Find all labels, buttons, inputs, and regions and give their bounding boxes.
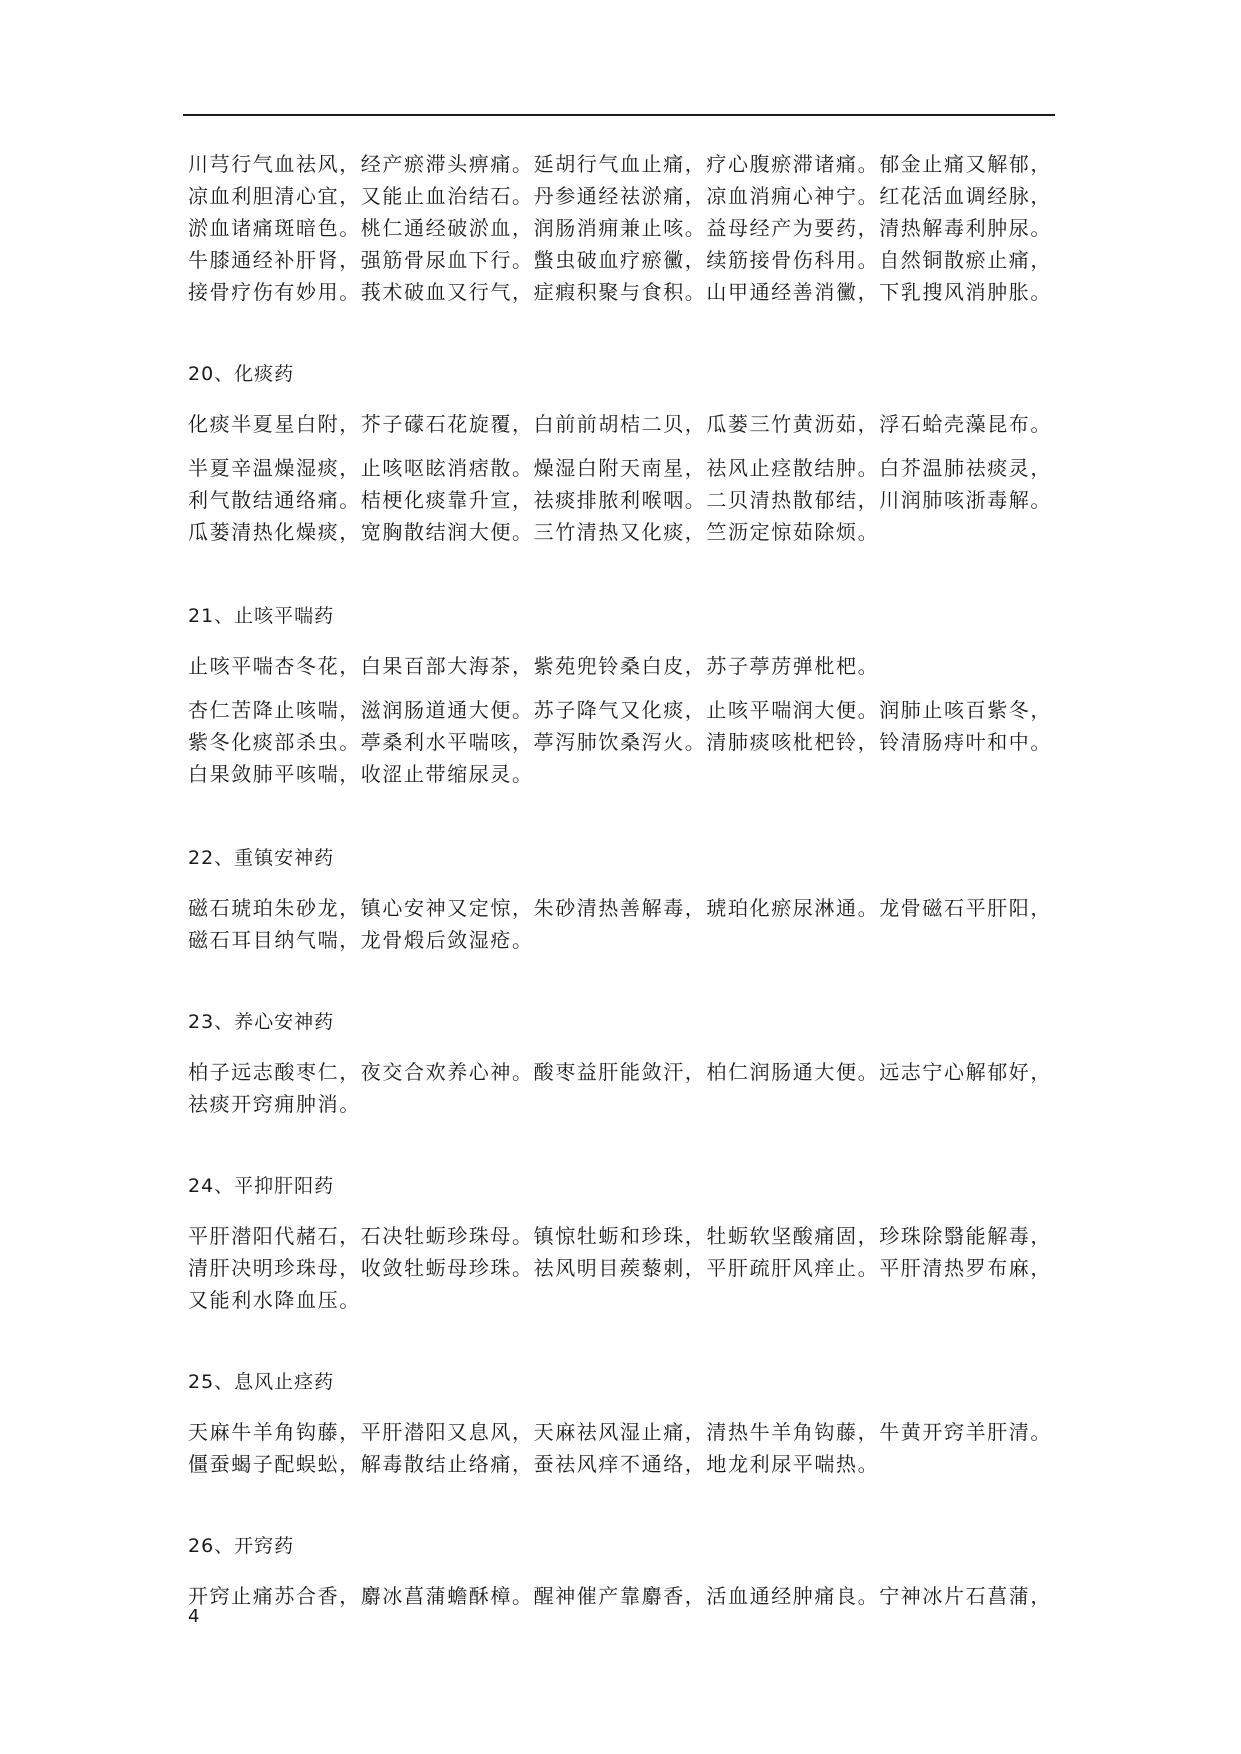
section-summary xyxy=(188,1220,1060,1316)
section-heading: 22、重镇安神药 xyxy=(188,847,335,869)
section-detail xyxy=(188,452,1060,548)
page-number: 4 xyxy=(188,1606,200,1627)
section-heading: 26、开窍药 xyxy=(188,1535,295,1557)
text-line: 半夏辛温燥湿痰，止咳呕眩消痞散。燥湿白附天南星，祛风止痉散结肿。白芥温肺祛痰灵， xyxy=(188,456,1052,480)
text-line: 柏子远志酸枣仁，夜交合欢养心神。酸枣益肝能敛汗，柏仁润肠通大便。远志宁心解郁好， xyxy=(188,1060,1052,1084)
section-21 xyxy=(188,600,1060,790)
text-line: 接骨疗伤有妙用。莪术破血又行气，症瘕积聚与食积。山甲通经善消黴，下乳搜风消肿胀。 xyxy=(188,280,1052,304)
section-summary xyxy=(188,892,1060,956)
section-heading: 23、养心安神药 xyxy=(188,1011,335,1033)
section-summary xyxy=(188,650,1060,682)
text-line: 清肝决明珍珠母，收敛牡蛎母珍珠。祛风明目蒺藜刺，平肝疏肝风痒止。平肝清热罗布麻， xyxy=(188,1256,1052,1280)
section-summary xyxy=(188,1416,1060,1480)
section-detail xyxy=(188,694,1060,790)
paragraph-19-tail xyxy=(188,148,1060,308)
text-line: 天麻牛羊角钩藤，平肝潜阳又息风，天麻祛风湿止痛，清热牛羊角钩藤，牛黄开窍羊肝清。 xyxy=(188,1420,1052,1444)
text-line: 止咳平喘杏冬花，白果百部大海茶，紫苑兜铃桑白皮，苏子葶苈弹枇杷。 xyxy=(188,654,880,678)
section-22 xyxy=(188,842,1060,956)
text-line: 化痰半夏星白附，芥子礞石花旋覆，白前前胡桔二贝，瓜蒌三竹黄沥茹，浮石蛤壳藻昆布。 xyxy=(188,412,1052,436)
text-line: 磁石琥珀朱砂龙，镇心安神又定惊，朱砂清热善解毒，琥珀化瘀尿淋通。龙骨磁石平肝阳， xyxy=(188,896,1052,920)
text-line: 淤血诸痛斑暗色。桃仁通经破淤血，润肠消痈兼止咳。益母经产为要药，清热解毒利肿尿。 xyxy=(188,216,1052,240)
text-line: 紫冬化痰部杀虫。葶桑利水平喘咳，葶泻肺饮桑泻火。清肺痰咳枇杷铃，铃清肠痔叶和中。 xyxy=(188,730,1052,754)
section-heading: 24、平抑肝阳药 xyxy=(188,1175,335,1197)
text-line: 白果敛肺平咳喘，收涩止带缩尿灵。 xyxy=(188,762,534,786)
text-line: 杏仁苦降止咳喘，滋润肠道通大便。苏子降气又化痰，止咳平喘润大便。润肺止咳百紫冬， xyxy=(188,698,1052,722)
text-line: 平肝潜阳代赭石，石决牡蛎珍珠母。镇惊牡蛎和珍珠，牡蛎软坚酸痛固，珍珠除翳能解毒， xyxy=(188,1224,1052,1248)
section-24 xyxy=(188,1170,1060,1316)
section-heading: 20、化痰药 xyxy=(188,363,295,385)
text-line: 利气散结通络痛。桔梗化痰靠升宣，祛痰排脓利喉咽。二贝清热散郁结，川润肺咳浙毒解。 xyxy=(188,488,1052,512)
text-line: 又能利水降血压。 xyxy=(188,1288,361,1312)
section-heading: 21、止咳平喘药 xyxy=(188,605,335,627)
header-rule xyxy=(183,114,1055,116)
section-23 xyxy=(188,1006,1060,1120)
section-summary xyxy=(188,408,1060,440)
text-line: 祛痰开窍痈肿消。 xyxy=(188,1092,361,1116)
text-line: 开窍止痛苏合香，麝冰菖蒲蟾酥樟。醒神催产靠麝香，活血通经肿痛良。宁神冰片石菖蒲， xyxy=(188,1584,1052,1608)
section-25 xyxy=(188,1366,1060,1480)
section-summary xyxy=(188,1056,1060,1120)
text-line: 瓜蒌清热化燥痰，宽胸散结润大便。三竹清热又化痰，竺沥定惊茹除烦。 xyxy=(188,520,880,544)
section-26 xyxy=(188,1530,1060,1612)
text-line: 凉血利胆清心宜，又能止血治结石。丹参通经祛淤痛，凉血消痈心神宁。红花活血调经脉， xyxy=(188,184,1052,208)
text-line: 牛膝通经补肝肾，强筋骨尿血下行。蟞虫破血疗瘀黴，续筋接骨伤科用。自然铜散瘀止痛， xyxy=(188,248,1052,272)
text-line: 川芎行气血祛风，经产瘀滞头痹痛。延胡行气血止痛，疗心腹瘀滞诸痛。郁金止痛又解郁， xyxy=(188,152,1052,176)
section-heading: 25、息风止痉药 xyxy=(188,1371,335,1393)
text-line: 僵蚕蝎子配蜈蚣，解毒散结止络痛，蚕祛风痒不通络，地龙利尿平喘热。 xyxy=(188,1452,880,1476)
page-body xyxy=(188,148,1060,1612)
text-line: 磁石耳目纳气喘，龙骨煅后敛湿疮。 xyxy=(188,928,534,952)
section-20 xyxy=(188,358,1060,548)
section-summary xyxy=(188,1580,1060,1612)
